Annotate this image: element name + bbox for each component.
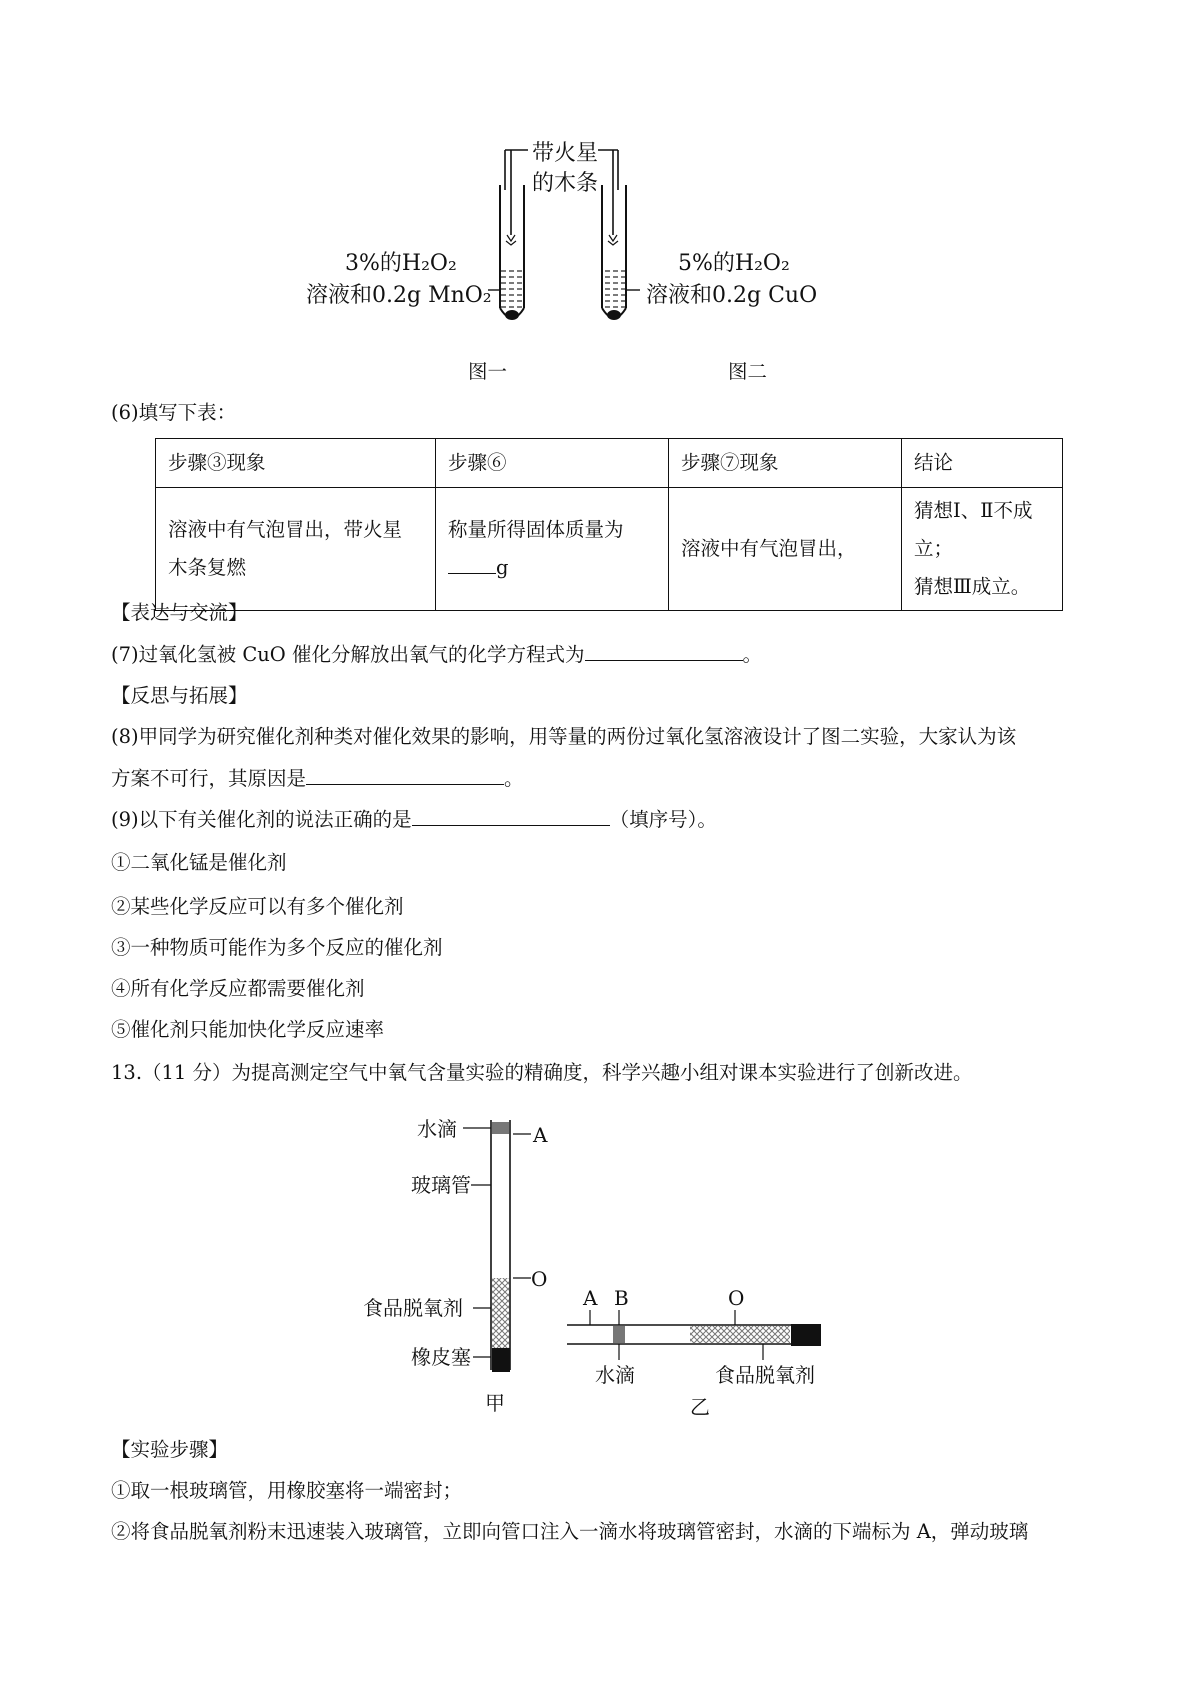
q8-answer-blank[interactable] (306, 764, 504, 785)
label-A2: A (583, 1286, 598, 1310)
q13-prompt: 13.（11 分）为提高测定空气中氧气含量实验的精确度，科学兴趣小组对课本实验进行了创新改进。 (111, 1061, 973, 1084)
q7-line (111, 640, 762, 669)
label-O: O (531, 1267, 548, 1291)
section-express-heading: 【表达与交流】 (111, 601, 248, 624)
vertical-tube (491, 1120, 510, 1372)
figure-test-tubes (300, 130, 860, 380)
table-cell-mass (436, 488, 669, 611)
q8-text: 方案不可行，其原因是 (111, 767, 307, 790)
mass-unit: g (496, 556, 509, 579)
right-solution-label-line2: 溶液和0.2g CuO (646, 283, 818, 308)
q9-option: ③一种物质可能作为多个反应的催化剂 (111, 936, 443, 959)
cell-text: 猜想Ⅲ成立。 (914, 575, 1031, 598)
q7-answer-blank[interactable] (585, 640, 743, 661)
label-B: B (614, 1286, 629, 1310)
test-tube-left (488, 150, 524, 320)
step-2: ②将食品脱氧剂粉末迅速装入玻璃管，立即向管口注入一滴水将玻璃管密封，水滴的下端标为 A，弹动玻璃 (111, 1520, 1029, 1543)
table-cell-step7: 溶液中有气泡冒出， (669, 488, 902, 611)
mass-answer-blank[interactable] (448, 553, 496, 574)
table-header-row (156, 439, 1063, 488)
q8-line1: (8)甲同学为研究催化剂种类对催化效果的影响，用等量的两份过氧化氢溶液设计了图二实验，大家认为该 (111, 725, 1017, 748)
cell-text: 溶液中有气泡冒出，带火星 (168, 518, 403, 541)
label-O2: O (728, 1286, 745, 1310)
cell-text: 猜想Ⅰ、Ⅱ不成立； (914, 499, 1033, 560)
q9-answer-blank[interactable] (412, 805, 610, 826)
table-row (156, 488, 1063, 611)
q9-text: (9)以下有关催化剂的说法正确的是 (111, 808, 412, 831)
left-solution-label-line2: 溶液和0.2g MnO₂ (306, 283, 492, 308)
figure-caption-1: 图一 (468, 360, 508, 383)
test-tube-right (602, 150, 640, 320)
q9-option: ④所有化学反应都需要催化剂 (111, 977, 365, 1000)
right-solution-label-line1: 5%的H₂O₂ (678, 251, 790, 276)
table-header-cell: 结论 (902, 439, 1063, 488)
cell-text: 木条复燃 (168, 556, 247, 579)
step-1: ①取一根玻璃管，用橡胶塞将一端密封； (111, 1479, 463, 1502)
caption-jia: 甲 (485, 1391, 505, 1415)
section-steps-heading: 【实验步骤】 (111, 1438, 229, 1461)
label-deoxidizer: 食品脱氧剂 (363, 1296, 463, 1320)
q9-option: ⑤催化剂只能加快化学反应速率 (111, 1018, 385, 1041)
table-cell-phenomenon (156, 488, 436, 611)
splint-label-line2: 的木条 (532, 171, 599, 196)
q6-prompt: (6)填写下表： (111, 401, 237, 424)
table-header-cell: 步骤⑦现象 (669, 439, 902, 488)
q9-option: ①二氧化锰是催化剂 (111, 851, 287, 874)
caption-yi: 乙 (690, 1395, 710, 1419)
label-glass-tube: 玻璃管 (411, 1173, 471, 1197)
q9-line (111, 805, 717, 834)
cell-text: 称量所得固体质量为 (448, 518, 624, 541)
splint-label-line1: 带火星 (532, 141, 599, 166)
q8-line2 (111, 764, 524, 793)
label-water-drop-2: 水滴 (595, 1363, 635, 1387)
results-table (155, 438, 1063, 611)
q9-option: ②某些化学反应可以有多个催化剂 (111, 895, 404, 918)
q8-end: 。 (504, 767, 524, 790)
table-cell-conclusion (902, 488, 1063, 611)
label-water-drop: 水滴 (417, 1117, 457, 1141)
figure-caption-2: 图二 (728, 360, 768, 383)
q7-text: (7)过氧化氢被 CuO 催化分解放出氧气的化学方程式为 (111, 643, 585, 666)
label-A: A (533, 1123, 548, 1147)
left-solution-label-line1: 3%的H₂O₂ (345, 251, 457, 276)
table-header-cell: 步骤⑥ (436, 439, 669, 488)
section-reflect-heading: 【反思与拓展】 (111, 684, 248, 707)
horizontal-tube (567, 1324, 821, 1346)
label-deoxidizer-2: 食品脱氧剂 (715, 1363, 815, 1387)
table-header-cell: 步骤③现象 (156, 439, 436, 488)
label-stopper: 橡皮塞 (411, 1345, 471, 1369)
figure-glass-tube (355, 1100, 875, 1430)
q7-end: 。 (742, 643, 763, 666)
q9-end: （填序号）。 (609, 808, 717, 831)
